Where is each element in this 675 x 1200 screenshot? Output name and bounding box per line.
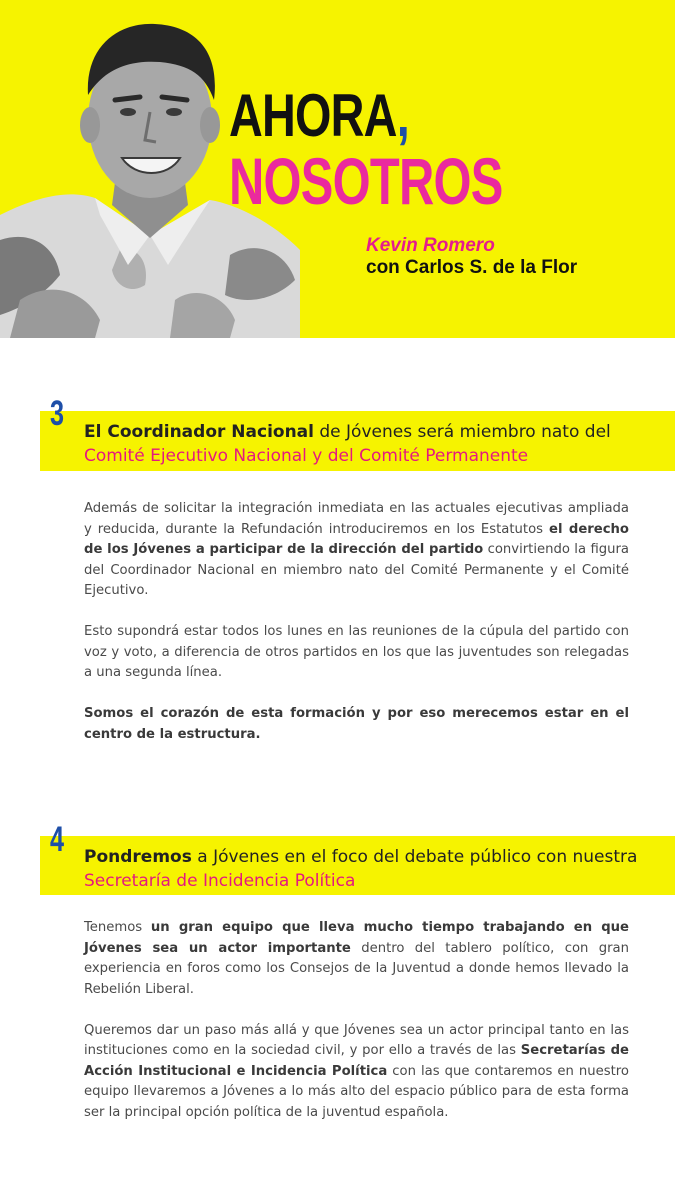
section-3-title-rest: de Jóvenes será miembro nato del [313,422,611,442]
section-3-title-pink: Comité Ejecutivo Nacional y del Comité Permanente [84,446,529,466]
section-3-paragraph-2: Esto supondrá estar todos los lunes en las reuniones de la cúpula del partido con voz y voto, a diferencia de otros partidos en los que las juventudes son relegadas a una segunda línea. [84,624,629,680]
section-3-body [84,499,629,766]
author-name: Kevin Romero [366,235,495,256]
section-3-title [84,420,644,468]
co-author-name: con Carlos S. de la Flor [366,257,578,278]
headline-comma: , [396,82,410,149]
section-4-paragraph-2: Queremos dar un paso más allá y que Jóvenes sea un actor principal tanto en las instituciones como en la sociedad civil, y por ello a través de las Secretarías de Acción Institucional e Incidencia Política con las que contaremos en nuestro equipo llevaremos a Jóvenes a lo más alto del espacio público para de esta forma ser la principal opción política de la juventud española. [84,1022,629,1120]
section-4-number: 4 [50,820,65,859]
section-3-paragraph-3: Somos el corazón de esta formación y por eso merecemos estar en el centro de la estructura. [84,706,629,742]
header-banner [0,0,675,338]
section-4-title [84,845,644,893]
headline [229,82,599,218]
section-4-title-rest: a Jóvenes en el foco del debate público con nuestra [191,847,638,867]
section-3-paragraph-1: Además de solicitar la integración inmediata en las actuales ejecutivas ampliada y reducida, durante la Refundación introduciremos en los Estatutos el derecho de los Jóvenes a participar de la dirección del partido convirtiendo la figura del Coordinador Nacional en miembro nato del Comité Permanente y el Comité Ejecutivo. [84,501,629,598]
headline-line-2: NOSOTROS [229,144,503,218]
headline-line-1: AHORA, [229,82,410,149]
section-4-paragraph-1: Tenemos un gran equipo que lleva mucho tiempo trabajando en que Jóvenes sea un actor importante dentro del tablero político, con gran experiencia en foros como los Consejos de la Juventud a donde hemos llevado la Rebelión Liberal. [84,920,629,997]
section-4-body [84,918,629,1144]
author-block [366,235,577,279]
section-4-title-bold: Pondremos [84,847,192,867]
section-4-title-pink: Secretaría de Incidencia Política [84,871,356,891]
section-3-title-bold: El Coordinador Nacional [84,422,314,442]
section-3-number: 3 [50,394,65,433]
